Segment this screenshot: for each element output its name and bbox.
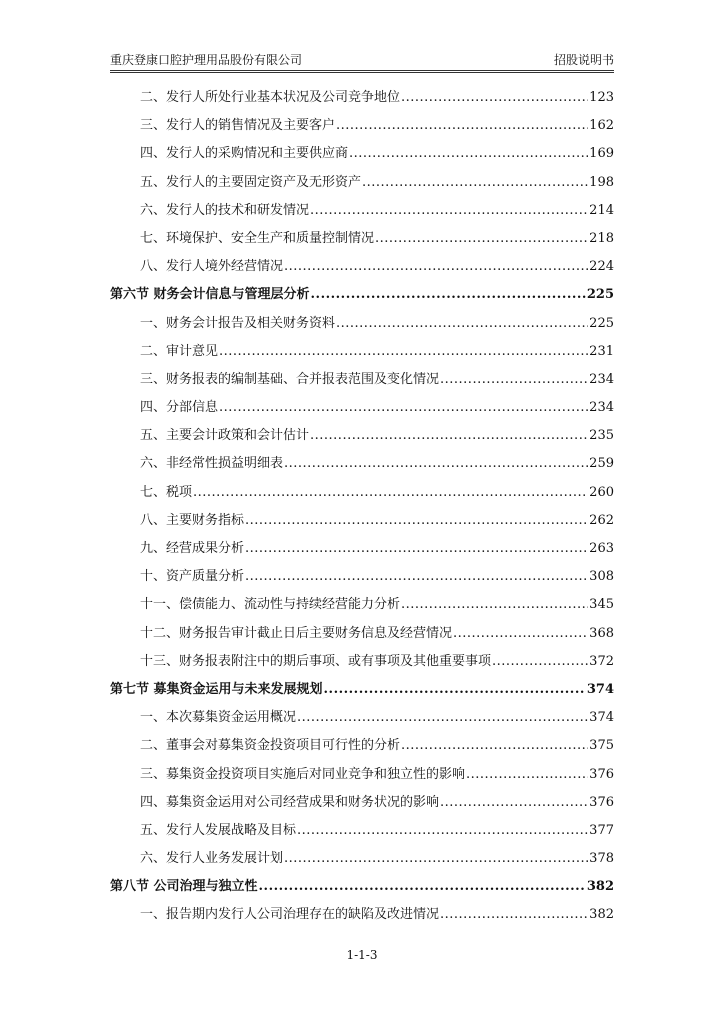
toc-entry[interactable] [110,789,614,817]
toc-entry[interactable] [110,761,614,789]
dot-leader [245,507,588,535]
toc-section-entry[interactable] [110,676,614,704]
toc-entry[interactable] [110,563,614,591]
dot-leader [401,732,588,760]
dot-leader [311,281,586,309]
dot-leader [284,450,588,478]
toc-entry-title: 第七节 募集资金运用与未来发展规划 [110,681,323,697]
dot-leader [259,873,586,901]
toc-entry-page: 162 [589,118,614,134]
dot-leader [219,338,588,366]
toc-entry[interactable] [110,591,614,619]
toc-entry-page: 234 [589,400,614,416]
toc-entry[interactable] [110,310,614,338]
toc-entry-page: 225 [589,315,614,331]
toc-entry[interactable] [110,817,614,845]
toc-entry-title: 第八节 公司治理与独立性 [110,879,258,895]
toc-entry[interactable] [110,197,614,225]
toc-entry-title: 第六节 财务会计信息与管理层分析 [110,287,310,303]
toc-entry-page: 231 [589,343,614,359]
toc-entry-title: 八、主要财务指标 [140,512,245,528]
toc-entry-title: 一、本次募集资金运用概况 [140,710,297,726]
toc-entry-title: 一、报告期内发行人公司治理存在的缺陷及改进情况 [140,907,440,923]
toc-entry-title: 八、发行人境外经营情况 [140,259,284,275]
toc-entry[interactable] [110,507,614,535]
toc-entry-page: 376 [589,794,614,810]
toc-entry-title: 一、财务会计报告及相关财务资料 [140,315,336,331]
toc-entry-title: 五、发行人发展战略及目标 [140,822,297,838]
dot-leader [336,310,588,338]
toc-entry-title: 七、税项 [140,484,193,500]
toc-entry-page: 368 [589,625,614,641]
toc-entry-title: 九、经营成果分析 [140,541,245,556]
toc-entry[interactable] [110,620,614,648]
toc-entry[interactable] [110,648,614,676]
dot-leader [453,620,588,648]
toc-entry-title: 二、发行人所处行业基本状况及公司竞争地位 [140,90,401,105]
toc-entry[interactable] [110,479,614,507]
toc-entry-page: 375 [589,738,614,754]
dot-leader [310,422,588,450]
toc-entry-title: 六、非经常性损益明细表 [140,456,284,472]
toc-entry[interactable] [110,704,614,732]
toc-entry-title: 四、发行人的采购情况和主要供应商 [140,146,349,162]
dot-leader [284,845,588,873]
toc-entry-page: 263 [589,541,614,556]
toc-entry-title: 十三、财务报表附注中的期后事项、或有事项及其他重要事项 [140,653,492,669]
dot-leader [310,197,588,225]
toc-entry-title: 十、资产质量分析 [140,569,245,585]
toc-entry-title: 十二、财务报告审计截止日后主要财务信息及经营情况 [140,625,453,641]
document-type: 招股说明书 [553,53,614,67]
page-footer [0,948,724,962]
toc-entry-page: 382 [589,907,614,923]
header-divider-secondary [110,72,614,73]
toc-entry[interactable] [110,366,614,394]
dot-leader [297,704,588,732]
toc-entry-page: 235 [589,428,614,444]
toc-entry-page: 259 [589,456,614,472]
toc-entry-title: 三、募集资金投资项目实施后对同业竞争和独立性的影响 [140,766,466,782]
dot-leader [362,169,588,197]
toc-entry[interactable] [110,84,614,112]
toc-entry-page: 378 [589,851,614,867]
toc-section-entry[interactable] [110,873,614,901]
toc-entry-page: 234 [589,371,614,387]
toc-entry-page: 198 [589,174,614,190]
toc-entry-page: 214 [589,202,614,218]
toc-entry[interactable] [110,140,614,168]
toc-entry-title: 三、财务报表的编制基础、合并报表范围及变化情况 [140,371,440,387]
toc-entry-page: 260 [589,484,614,500]
toc-entry-page: 123 [589,90,614,105]
header-divider [110,70,614,71]
toc-entry-title: 六、发行人业务发展计划 [140,851,284,867]
toc-entry-page: 345 [589,597,614,613]
toc-entry-page: 376 [589,766,614,782]
toc-entry-title: 四、分部信息 [140,400,219,416]
dot-leader [440,901,588,929]
footer-page-number: 1-1-3 [346,948,378,962]
dot-leader [297,817,588,845]
toc-entry[interactable] [110,732,614,760]
dot-leader [193,479,588,507]
toc-entry[interactable] [110,450,614,478]
toc-entry[interactable] [110,901,614,929]
toc-entry-title: 五、主要会计政策和会计估计 [140,428,310,444]
toc-section-entry[interactable] [110,281,614,309]
dot-leader [440,789,588,817]
dot-leader [401,84,588,112]
toc-entry-title: 七、环境保护、安全生产和质量控制情况 [140,230,375,246]
toc-entry[interactable] [110,422,614,450]
toc-entry-page: 218 [589,230,614,246]
toc-entry[interactable] [110,253,614,281]
toc-entry-title: 五、发行人的主要固定资产及无形资产 [140,174,362,190]
toc-entry-page: 382 [586,879,614,895]
dot-leader [466,761,588,789]
dot-leader [245,563,588,591]
toc-entry-page: 225 [586,287,614,303]
toc-entry[interactable] [110,338,614,366]
toc-entry-page: 169 [589,146,614,162]
toc-entry-page: 308 [589,569,614,585]
toc-entry[interactable] [110,394,614,422]
dot-leader [349,140,588,168]
toc-entry-title: 四、募集资金运用对公司经营成果和财务状况的影响 [140,794,440,810]
toc-entry[interactable] [110,535,614,563]
toc-entry[interactable] [110,112,614,140]
toc-entry-page: 224 [589,259,614,275]
table-of-contents [110,84,614,930]
toc-entry-page: 262 [589,512,614,528]
toc-entry-page: 374 [589,710,614,726]
toc-entry-title: 六、发行人的技术和研发情况 [140,202,310,218]
toc-entry-title: 二、审计意见 [140,343,219,359]
toc-entry-page: 377 [589,822,614,838]
toc-entry-title: 三、发行人的销售情况及主要客户 [140,118,336,134]
dot-leader [440,366,588,394]
dot-leader [245,535,588,563]
toc-entry-title: 二、董事会对募集资金投资项目可行性的分析 [140,738,401,754]
page-header [110,51,614,69]
toc-entry-page: 374 [586,681,614,697]
toc-entry[interactable] [110,169,614,197]
dot-leader [375,225,588,253]
dot-leader [284,253,588,281]
toc-entry[interactable] [110,225,614,253]
toc-entry-title: 十一、偿债能力、流动性与持续经营能力分析 [140,597,401,613]
company-name: 重庆登康口腔护理用品股份有限公司 [110,53,303,67]
dot-leader [336,112,588,140]
toc-entry-page: 372 [589,653,614,669]
toc-entry[interactable] [110,845,614,873]
dot-leader [219,394,588,422]
dot-leader [324,676,586,704]
dot-leader [401,591,588,619]
dot-leader [492,648,588,676]
